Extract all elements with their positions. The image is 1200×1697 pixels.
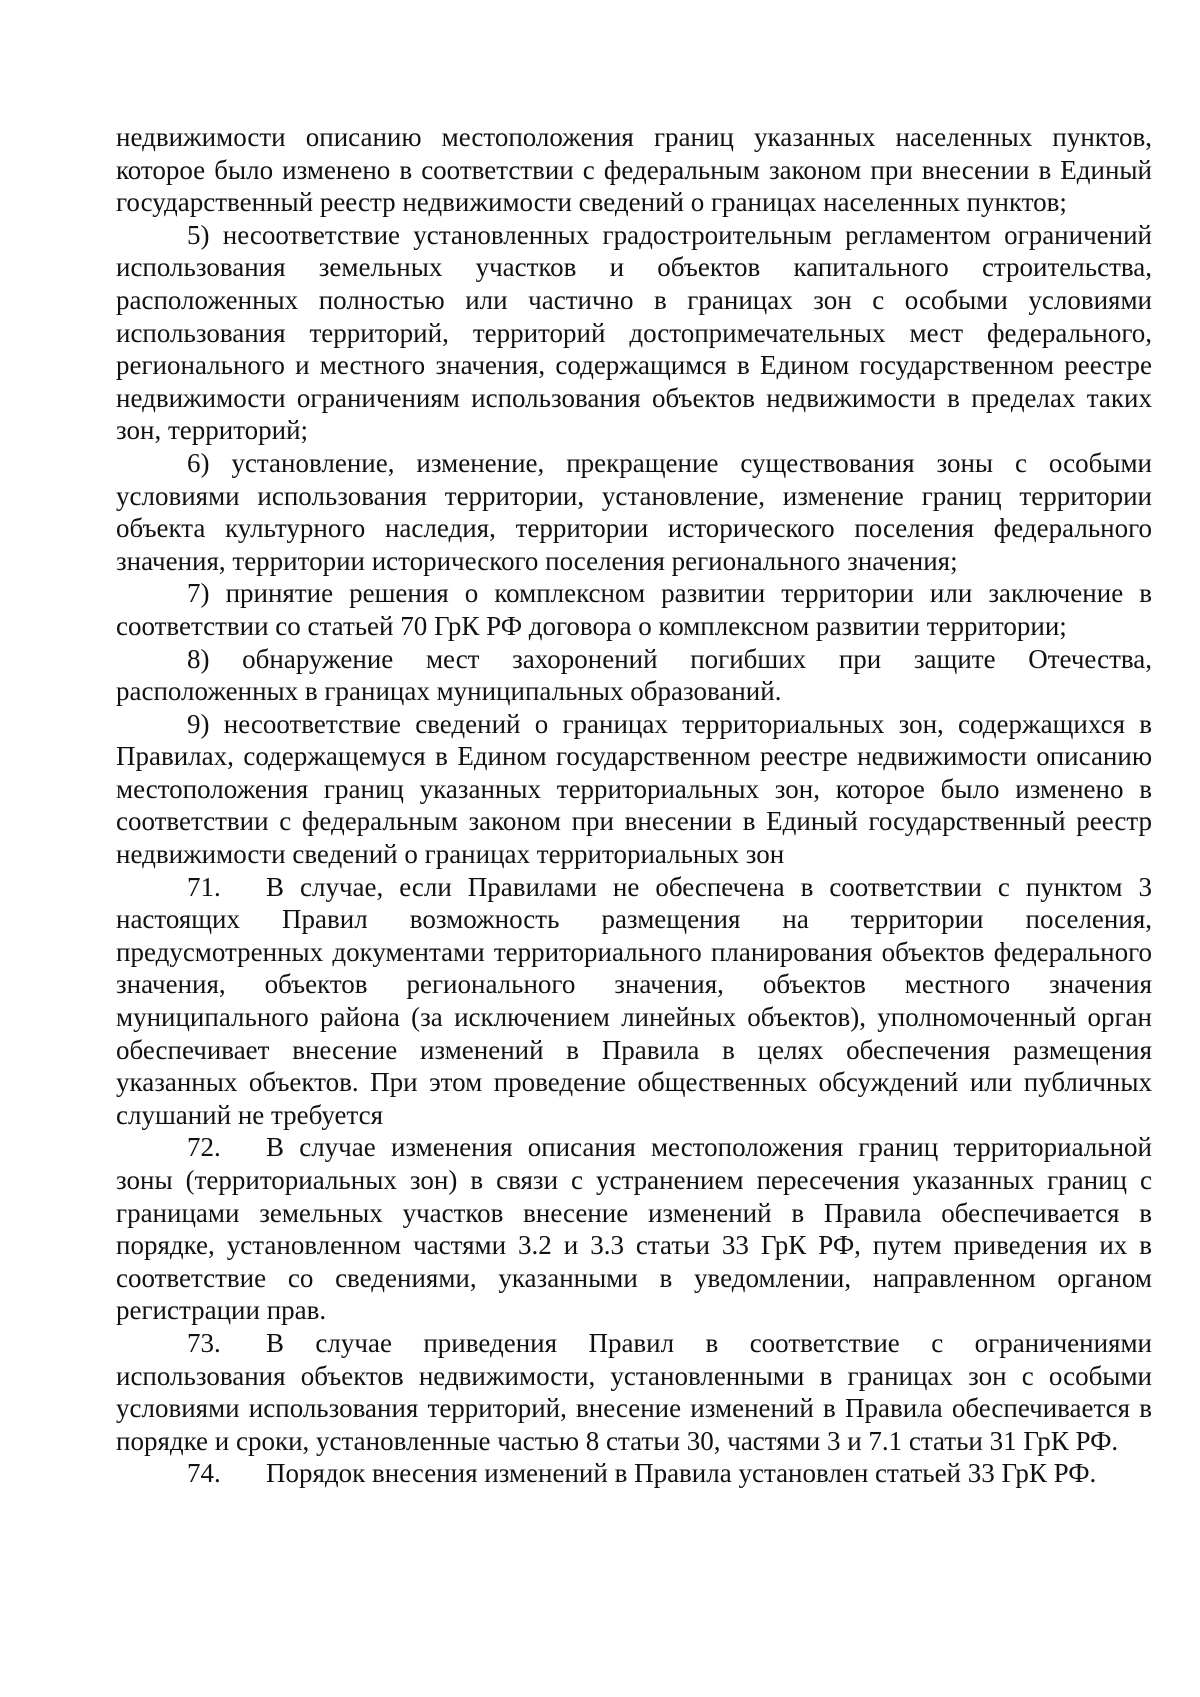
list-item-9: 9) несоответствие сведений о границах территориальных зон, содержащихся в Правилах, содержащемуся в Едином государственном реестре недвижимости описанию местоположения границ указанных территориальных зон, которое было изменено в соответствии с федеральным законом при внесении в Единый государственный реестр недвижимости сведений о границах территориальных зон: [116, 708, 1152, 870]
list-item-5: 5) несоответствие установленных градостроительным регламентом ограничений использования земельных участков и объектов капитального строительства, расположенных полностью или частично в границах зон с особыми условиями использования территорий, территорий достопримечательных мест федерального, регионального и местного значения, содержащимся в Едином государственном реестре недвижимости ограничениям использования объектов недвижимости в пределах таких зон, территорий;: [116, 219, 1152, 446]
section-number: 71.: [187, 871, 221, 902]
list-item-6: 6) установление, изменение, прекращение существования зоны с особыми условиями использования территории, установление, изменение границ территории объекта культурного наследия, территории исторического поселения федерального значения, территории исторического поселения регионального значения;: [116, 447, 1152, 576]
list-item-7: 7) принятие решения о комплексном развитии территории или заключение в соответствии со статьей 70 ГрК РФ договора о комплексном развитии территории;: [116, 578, 1152, 641]
section-text: В случае изменения описания местоположения границ территориальной зоны (территориальных зон) в связи с устранением пересечения указанных границ с границами земельных участков внесение изменений в Правила обеспечивается в порядке, установленном частями 3.2 и 3.3 статьи 33 ГрК РФ, путем приведения их в соответствие со сведениями, указанными в уведомлении, направленном органом регистрации прав.: [116, 1132, 1152, 1326]
section-73: [116, 1327, 1152, 1457]
section-text: В случае приведения Правил в соответствие с ограничениями использования объектов недвижимости, установленными в границах зон с особыми условиями использования территорий, внесение изменений в Правила обеспечивается в порядке и сроки, установленные частью 8 статьи 30, частями 3 и 7.1 статьи 31 ГрК РФ.: [116, 1327, 1152, 1456]
section-number: 74.: [187, 1458, 221, 1489]
section-text: Порядок внесения изменений в Правила установлен статьей 33 ГрК РФ.: [266, 1458, 1097, 1489]
section-number: 72.: [187, 1132, 221, 1163]
list-item-8: 8) обнаружение мест захоронений погибших при защите Отечества, расположенных в границах муниципальных образований.: [116, 643, 1152, 707]
section-number: 73.: [187, 1327, 221, 1358]
section-74: [116, 1457, 1152, 1490]
document-page: [116, 121, 1152, 1490]
section-text: В случае, если Правилами не обеспечена в соответствии с пунктом 3 настоящих Правил возможность размещения на территории поселения, предусмотренных документами территориального планирования объектов федерального значения, объектов регионального значения, объектов местного значения муниципального района (за исключением линейных объектов), уполномоченный орган обеспечивает внесение изменений в Правила в целях обеспечения размещения указанных объектов. При этом проведение общественных обсуждений или публичных слушаний не требуется: [116, 871, 1152, 1130]
paragraph-continuation: недвижимости описанию местоположения границ указанных населенных пунктов, которое было изменено в соответствии с федеральным законом при внесении в Единый государственный реестр недвижимости сведений о границах населенных пунктов;: [116, 122, 1152, 218]
section-71: [116, 871, 1152, 1132]
section-72: [116, 1131, 1152, 1327]
